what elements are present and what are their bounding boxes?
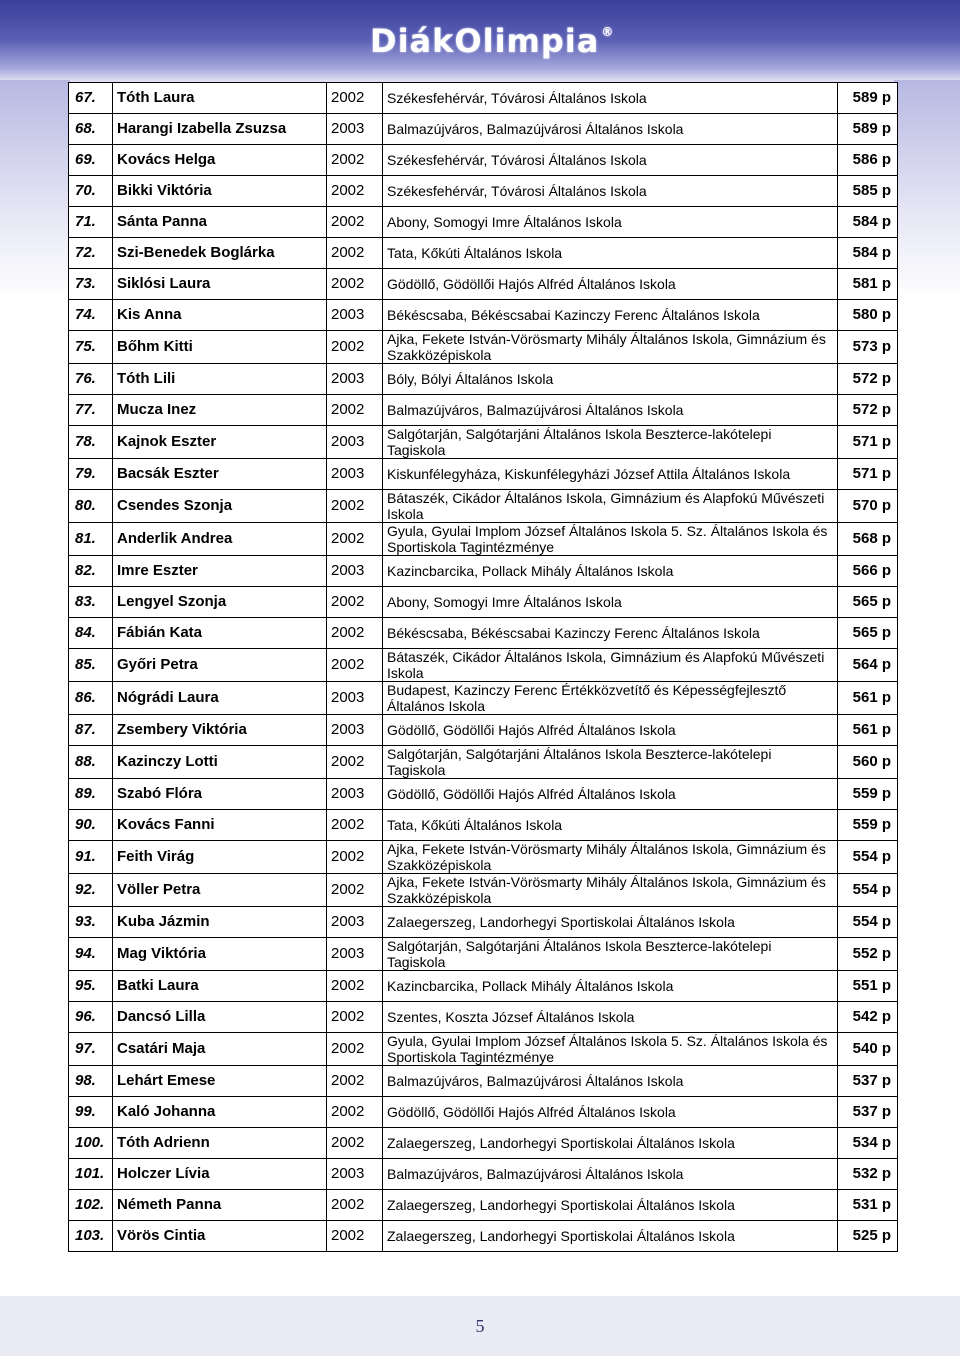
name-cell: Fábián Kata bbox=[113, 618, 327, 649]
name-cell: Csendes Szonja bbox=[113, 490, 327, 523]
school-cell: Békéscsaba, Békéscsabai Kazinczy Ferenc Általános Iskola bbox=[383, 618, 838, 649]
name-cell: Harangi Izabella Zsuzsa bbox=[113, 114, 327, 145]
table-row bbox=[69, 83, 898, 114]
points-cell: 540 p bbox=[838, 1033, 898, 1066]
year-cell: 2002 bbox=[327, 176, 383, 207]
rank-cell: 84. bbox=[69, 618, 113, 649]
name-cell: Kajnok Eszter bbox=[113, 426, 327, 459]
points-cell: 581 p bbox=[838, 269, 898, 300]
name-cell: Tóth Laura bbox=[113, 83, 327, 114]
diakolimpia-logo bbox=[370, 22, 614, 66]
left-decoration bbox=[0, 80, 70, 300]
table-row bbox=[69, 207, 898, 238]
year-cell: 2003 bbox=[327, 907, 383, 938]
school-cell: Ajka, Fekete István-Vörösmarty Mihály Általános Iskola, Gimnázium és Szakközépiskola bbox=[383, 874, 838, 907]
rank-cell: 73. bbox=[69, 269, 113, 300]
school-cell: Gyula, Gyulai Implom József Általános Iskola 5. Sz. Általános Iskola és Sportiskola Tagintézménye bbox=[383, 523, 838, 556]
year-cell: 2002 bbox=[327, 1066, 383, 1097]
rank-cell: 77. bbox=[69, 395, 113, 426]
rank-cell: 83. bbox=[69, 587, 113, 618]
year-cell: 2002 bbox=[327, 587, 383, 618]
table-row bbox=[69, 1221, 898, 1252]
school-cell: Abony, Somogyi Imre Általános Iskola bbox=[383, 587, 838, 618]
table-row bbox=[69, 779, 898, 810]
registered-mark: ® bbox=[601, 25, 615, 39]
table-row bbox=[69, 971, 898, 1002]
year-cell: 2003 bbox=[327, 556, 383, 587]
table-row bbox=[69, 649, 898, 682]
year-cell: 2003 bbox=[327, 779, 383, 810]
table-row bbox=[69, 1128, 898, 1159]
rank-cell: 91. bbox=[69, 841, 113, 874]
table-row bbox=[69, 746, 898, 779]
year-cell: 2002 bbox=[327, 1097, 383, 1128]
school-cell: Szentes, Koszta József Általános Iskola bbox=[383, 1002, 838, 1033]
name-cell: Mucza Inez bbox=[113, 395, 327, 426]
name-cell: Kaló Johanna bbox=[113, 1097, 327, 1128]
name-cell: Völler Petra bbox=[113, 874, 327, 907]
name-cell: Feith Virág bbox=[113, 841, 327, 874]
points-cell: 554 p bbox=[838, 841, 898, 874]
year-cell: 2003 bbox=[327, 300, 383, 331]
table-row bbox=[69, 618, 898, 649]
rank-cell: 78. bbox=[69, 426, 113, 459]
table-row bbox=[69, 176, 898, 207]
name-cell: Bikki Viktória bbox=[113, 176, 327, 207]
rank-cell: 99. bbox=[69, 1097, 113, 1128]
points-cell: 560 p bbox=[838, 746, 898, 779]
points-cell: 571 p bbox=[838, 426, 898, 459]
rank-cell: 101. bbox=[69, 1159, 113, 1190]
name-cell: Dancsó Lilla bbox=[113, 1002, 327, 1033]
name-cell: Siklósi Laura bbox=[113, 269, 327, 300]
points-cell: 559 p bbox=[838, 779, 898, 810]
name-cell: Kovács Fanni bbox=[113, 810, 327, 841]
points-cell: 584 p bbox=[838, 238, 898, 269]
school-cell: Békéscsaba, Békéscsabai Kazinczy Ferenc Általános Iskola bbox=[383, 300, 838, 331]
name-cell: Zsembery Viktória bbox=[113, 715, 327, 746]
school-cell: Bátaszék, Cikádor Általános Iskola, Gimnázium és Alapfokú Művészeti Iskola bbox=[383, 649, 838, 682]
name-cell: Tóth Adrienn bbox=[113, 1128, 327, 1159]
year-cell: 2002 bbox=[327, 238, 383, 269]
school-cell: Kiskunfélegyháza, Kiskunfélegyházi József Attila Általános Iskola bbox=[383, 459, 838, 490]
table-row bbox=[69, 587, 898, 618]
table-row bbox=[69, 874, 898, 907]
school-cell: Kazincbarcika, Pollack Mihály Általános Iskola bbox=[383, 556, 838, 587]
table-row bbox=[69, 490, 898, 523]
rank-cell: 95. bbox=[69, 971, 113, 1002]
points-cell: 532 p bbox=[838, 1159, 898, 1190]
year-cell: 2002 bbox=[327, 145, 383, 176]
points-cell: 585 p bbox=[838, 176, 898, 207]
school-cell: Balmazújváros, Balmazújvárosi Általános Iskola bbox=[383, 1159, 838, 1190]
year-cell: 2002 bbox=[327, 1002, 383, 1033]
name-cell: Szabó Flóra bbox=[113, 779, 327, 810]
year-cell: 2002 bbox=[327, 490, 383, 523]
year-cell: 2002 bbox=[327, 83, 383, 114]
table-row bbox=[69, 1190, 898, 1221]
table-row bbox=[69, 269, 898, 300]
table-row bbox=[69, 395, 898, 426]
rank-cell: 68. bbox=[69, 114, 113, 145]
rank-cell: 90. bbox=[69, 810, 113, 841]
school-cell: Gödöllő, Gödöllői Hajós Alfréd Általános Iskola bbox=[383, 1097, 838, 1128]
rank-cell: 92. bbox=[69, 874, 113, 907]
name-cell: Győri Petra bbox=[113, 649, 327, 682]
table-row bbox=[69, 1097, 898, 1128]
year-cell: 2002 bbox=[327, 331, 383, 364]
points-cell: 525 p bbox=[838, 1221, 898, 1252]
school-cell: Gödöllő, Gödöllői Hajós Alfréd Általános Iskola bbox=[383, 779, 838, 810]
points-cell: 589 p bbox=[838, 114, 898, 145]
school-cell: Zalaegerszeg, Landorhegyi Sportiskolai Általános Iskola bbox=[383, 1221, 838, 1252]
points-cell: 565 p bbox=[838, 618, 898, 649]
table-row bbox=[69, 426, 898, 459]
rank-cell: 82. bbox=[69, 556, 113, 587]
name-cell: Nógrádi Laura bbox=[113, 682, 327, 715]
name-cell: Szi-Benedek Boglárka bbox=[113, 238, 327, 269]
points-cell: 571 p bbox=[838, 459, 898, 490]
school-cell: Gödöllő, Gödöllői Hajós Alfréd Általános Iskola bbox=[383, 269, 838, 300]
name-cell: Vörös Cintia bbox=[113, 1221, 327, 1252]
school-cell: Kazincbarcika, Pollack Mihály Általános Iskola bbox=[383, 971, 838, 1002]
name-cell: Anderlik Andrea bbox=[113, 523, 327, 556]
school-cell: Gyula, Gyulai Implom József Általános Iskola 5. Sz. Általános Iskola és Sportiskola Tagintézménye bbox=[383, 1033, 838, 1066]
school-cell: Bátaszék, Cikádor Általános Iskola, Gimnázium és Alapfokú Művészeti Iskola bbox=[383, 490, 838, 523]
year-cell: 2002 bbox=[327, 841, 383, 874]
rank-cell: 74. bbox=[69, 300, 113, 331]
school-cell: Salgótarján, Salgótarjáni Általános Iskola Beszterce-lakótelepi Tagiskola bbox=[383, 938, 838, 971]
name-cell: Bőhm Kitti bbox=[113, 331, 327, 364]
name-cell: Imre Eszter bbox=[113, 556, 327, 587]
rank-cell: 97. bbox=[69, 1033, 113, 1066]
points-cell: 586 p bbox=[838, 145, 898, 176]
name-cell: Mag Viktória bbox=[113, 938, 327, 971]
year-cell: 2003 bbox=[327, 426, 383, 459]
table-row bbox=[69, 1002, 898, 1033]
year-cell: 2002 bbox=[327, 971, 383, 1002]
year-cell: 2002 bbox=[327, 1221, 383, 1252]
rank-cell: 76. bbox=[69, 364, 113, 395]
year-cell: 2002 bbox=[327, 1128, 383, 1159]
school-cell: Tata, Kőkúti Általános Iskola bbox=[383, 810, 838, 841]
name-cell: Batki Laura bbox=[113, 971, 327, 1002]
table-row bbox=[69, 1159, 898, 1190]
table-row bbox=[69, 907, 898, 938]
points-cell: 537 p bbox=[838, 1066, 898, 1097]
school-cell: Zalaegerszeg, Landorhegyi Sportiskolai Általános Iskola bbox=[383, 907, 838, 938]
year-cell: 2002 bbox=[327, 746, 383, 779]
rank-cell: 69. bbox=[69, 145, 113, 176]
school-cell: Budapest, Kazinczy Ferenc Értékközvetítő és Képességfejlesztő Általános Iskola bbox=[383, 682, 838, 715]
name-cell: Kuba Jázmin bbox=[113, 907, 327, 938]
rank-cell: 72. bbox=[69, 238, 113, 269]
points-cell: 570 p bbox=[838, 490, 898, 523]
year-cell: 2002 bbox=[327, 395, 383, 426]
year-cell: 2002 bbox=[327, 523, 383, 556]
name-cell: Lengyel Szonja bbox=[113, 587, 327, 618]
year-cell: 2003 bbox=[327, 715, 383, 746]
school-cell: Salgótarján, Salgótarjáni Általános Iskola Beszterce-lakótelepi Tagiskola bbox=[383, 746, 838, 779]
points-cell: 534 p bbox=[838, 1128, 898, 1159]
rank-cell: 67. bbox=[69, 83, 113, 114]
school-cell: Gödöllő, Gödöllői Hajós Alfréd Általános Iskola bbox=[383, 715, 838, 746]
points-cell: 580 p bbox=[838, 300, 898, 331]
year-cell: 2003 bbox=[327, 459, 383, 490]
school-cell: Balmazújváros, Balmazújvárosi Általános Iskola bbox=[383, 114, 838, 145]
results-table-body bbox=[69, 83, 898, 1252]
table-row bbox=[69, 682, 898, 715]
points-cell: 559 p bbox=[838, 810, 898, 841]
points-cell: 552 p bbox=[838, 938, 898, 971]
table-row bbox=[69, 238, 898, 269]
points-cell: 572 p bbox=[838, 395, 898, 426]
year-cell: 2002 bbox=[327, 269, 383, 300]
school-cell: Székesfehérvár, Tóvárosi Általános Iskola bbox=[383, 83, 838, 114]
points-cell: 568 p bbox=[838, 523, 898, 556]
table-row bbox=[69, 1066, 898, 1097]
name-cell: Kovács Helga bbox=[113, 145, 327, 176]
table-row bbox=[69, 841, 898, 874]
rank-cell: 75. bbox=[69, 331, 113, 364]
rank-cell: 70. bbox=[69, 176, 113, 207]
points-cell: 566 p bbox=[838, 556, 898, 587]
school-cell: Abony, Somogyi Imre Általános Iskola bbox=[383, 207, 838, 238]
year-cell: 2003 bbox=[327, 938, 383, 971]
points-cell: 565 p bbox=[838, 587, 898, 618]
points-cell: 561 p bbox=[838, 682, 898, 715]
school-cell: Bóly, Bólyi Általános Iskola bbox=[383, 364, 838, 395]
year-cell: 2002 bbox=[327, 874, 383, 907]
year-cell: 2002 bbox=[327, 810, 383, 841]
school-cell: Zalaegerszeg, Landorhegyi Sportiskolai Általános Iskola bbox=[383, 1190, 838, 1221]
page-number: 5 bbox=[475, 1316, 485, 1336]
logo-text: DiákOlimpia bbox=[370, 22, 600, 60]
points-cell: 573 p bbox=[838, 331, 898, 364]
year-cell: 2002 bbox=[327, 1190, 383, 1221]
rank-cell: 85. bbox=[69, 649, 113, 682]
year-cell: 2003 bbox=[327, 682, 383, 715]
year-cell: 2002 bbox=[327, 618, 383, 649]
school-cell: Balmazújváros, Balmazújvárosi Általános Iskola bbox=[383, 395, 838, 426]
table-row bbox=[69, 938, 898, 971]
rank-cell: 80. bbox=[69, 490, 113, 523]
year-cell: 2002 bbox=[327, 649, 383, 682]
table-row bbox=[69, 364, 898, 395]
rank-cell: 100. bbox=[69, 1128, 113, 1159]
table-row bbox=[69, 331, 898, 364]
rank-cell: 103. bbox=[69, 1221, 113, 1252]
rank-cell: 81. bbox=[69, 523, 113, 556]
points-cell: 554 p bbox=[838, 874, 898, 907]
name-cell: Kazinczy Lotti bbox=[113, 746, 327, 779]
table-row bbox=[69, 114, 898, 145]
name-cell: Sánta Panna bbox=[113, 207, 327, 238]
rank-cell: 102. bbox=[69, 1190, 113, 1221]
school-cell: Balmazújváros, Balmazújvárosi Általános Iskola bbox=[383, 1066, 838, 1097]
table-row bbox=[69, 459, 898, 490]
school-cell: Ajka, Fekete István-Vörösmarty Mihály Általános Iskola, Gimnázium és Szakközépiskola bbox=[383, 331, 838, 364]
rank-cell: 94. bbox=[69, 938, 113, 971]
table-row bbox=[69, 715, 898, 746]
rank-cell: 79. bbox=[69, 459, 113, 490]
rank-cell: 98. bbox=[69, 1066, 113, 1097]
year-cell: 2002 bbox=[327, 1033, 383, 1066]
name-cell: Lehárt Emese bbox=[113, 1066, 327, 1097]
name-cell: Kis Anna bbox=[113, 300, 327, 331]
year-cell: 2002 bbox=[327, 207, 383, 238]
school-cell: Tata, Kőkúti Általános Iskola bbox=[383, 238, 838, 269]
table-row bbox=[69, 1033, 898, 1066]
table-row bbox=[69, 523, 898, 556]
year-cell: 2003 bbox=[327, 364, 383, 395]
school-cell: Székesfehérvár, Tóvárosi Általános Iskola bbox=[383, 176, 838, 207]
points-cell: 551 p bbox=[838, 971, 898, 1002]
rank-cell: 86. bbox=[69, 682, 113, 715]
rank-cell: 96. bbox=[69, 1002, 113, 1033]
school-cell: Székesfehérvár, Tóvárosi Általános Iskola bbox=[383, 145, 838, 176]
points-cell: 572 p bbox=[838, 364, 898, 395]
table-row bbox=[69, 145, 898, 176]
right-decoration bbox=[894, 80, 960, 300]
rank-cell: 87. bbox=[69, 715, 113, 746]
points-cell: 531 p bbox=[838, 1190, 898, 1221]
points-cell: 564 p bbox=[838, 649, 898, 682]
points-cell: 561 p bbox=[838, 715, 898, 746]
name-cell: Bacsák Eszter bbox=[113, 459, 327, 490]
rank-cell: 88. bbox=[69, 746, 113, 779]
year-cell: 2003 bbox=[327, 114, 383, 145]
table-row bbox=[69, 810, 898, 841]
table-row bbox=[69, 300, 898, 331]
name-cell: Tóth Lili bbox=[113, 364, 327, 395]
points-cell: 542 p bbox=[838, 1002, 898, 1033]
name-cell: Holczer Lívia bbox=[113, 1159, 327, 1190]
rank-cell: 93. bbox=[69, 907, 113, 938]
school-cell: Ajka, Fekete István-Vörösmarty Mihály Általános Iskola, Gimnázium és Szakközépiskola bbox=[383, 841, 838, 874]
points-cell: 554 p bbox=[838, 907, 898, 938]
school-cell: Zalaegerszeg, Landorhegyi Sportiskolai Általános Iskola bbox=[383, 1128, 838, 1159]
rank-cell: 71. bbox=[69, 207, 113, 238]
name-cell: Németh Panna bbox=[113, 1190, 327, 1221]
points-cell: 537 p bbox=[838, 1097, 898, 1128]
points-cell: 584 p bbox=[838, 207, 898, 238]
table-row bbox=[69, 556, 898, 587]
name-cell: Csatári Maja bbox=[113, 1033, 327, 1066]
school-cell: Salgótarján, Salgótarjáni Általános Iskola Beszterce-lakótelepi Tagiskola bbox=[383, 426, 838, 459]
results-table bbox=[68, 82, 898, 1252]
rank-cell: 89. bbox=[69, 779, 113, 810]
points-cell: 589 p bbox=[838, 83, 898, 114]
year-cell: 2003 bbox=[327, 1159, 383, 1190]
